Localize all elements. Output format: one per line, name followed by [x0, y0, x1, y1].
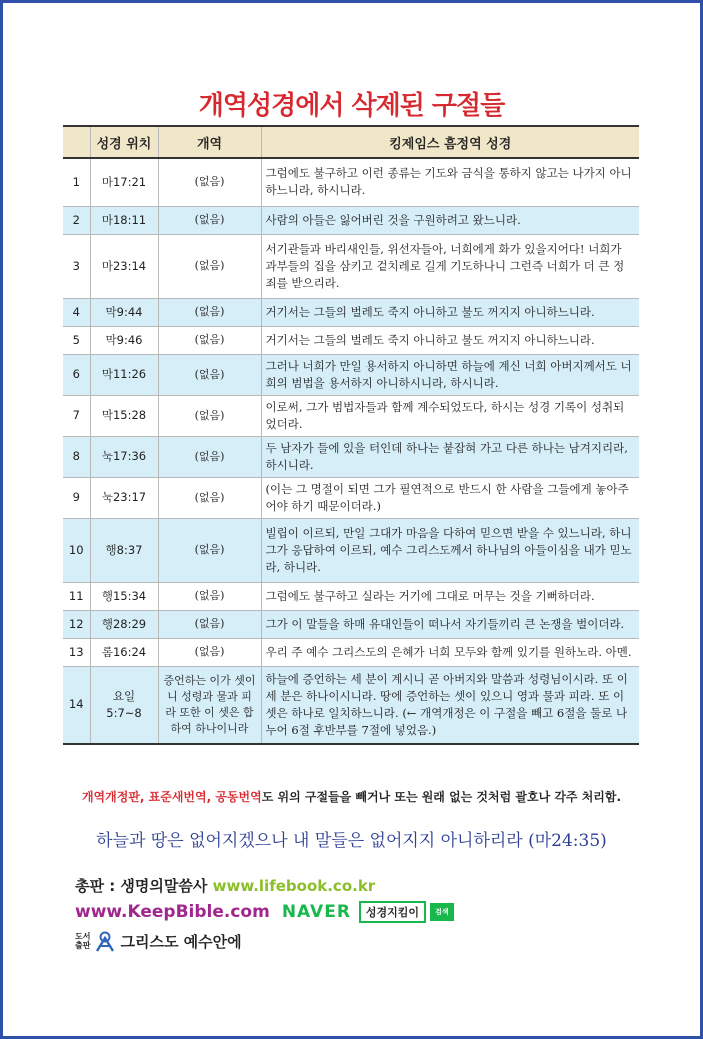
header-ref: 성경 위치 [90, 126, 158, 158]
row-kjv-text: 그가 이 말들을 하매 유대인들이 떠나서 자기들끼리 큰 논쟁을 벌이더라. [261, 610, 639, 638]
row-number: 3 [63, 234, 90, 298]
row-number: 8 [63, 436, 90, 477]
row-reference: 행8:37 [90, 518, 158, 582]
row-reference: 막11:26 [90, 354, 158, 395]
row-kjv-text: 하늘에 증언하는 세 분이 계시니 곧 아버지와 말씀과 성령님이시라. 또 이 세 분은 하나이시니라. 땅에 증언하는 셋이 있으니 영과 물과 피라. 또 이 셋은 하나로 일치하느니라. (← 개역개정은 이 구절을 빼고 6절을 둘로 나누어 6절 후반부를 7절에 넣었음.) [261, 666, 639, 744]
row-number: 13 [63, 638, 90, 666]
row-kjv-text: 두 남자가 들에 있을 터인데 하나는 붙잡혀 가고 다른 하나는 남겨지리라, 하시니라. [261, 436, 639, 477]
footnote-versions: 개역개정판, 표준새번역, 공동번역 [81, 790, 262, 804]
row-kjv-text: 그럼에도 불구하고 실라는 거기에 그대로 머무는 것을 기뻐하더라. [261, 582, 639, 610]
row-kjv-text: 우리 주 예수 그리스도의 은혜가 너희 모두와 함께 있기를 원하노라. 아멘. [261, 638, 639, 666]
row-gaeyeok: (없음) [158, 298, 261, 326]
table-row [63, 638, 639, 666]
table-row [63, 326, 639, 354]
table-row [63, 298, 639, 326]
row-gaeyeok: (없음) [158, 518, 261, 582]
table-row [63, 666, 639, 744]
row-kjv-text: 이로써, 그가 범법자들과 함께 계수되었도다, 하시는 성경 기록이 성취되었더라. [261, 395, 639, 436]
row-number: 6 [63, 354, 90, 395]
row-number: 11 [63, 582, 90, 610]
row-reference: 마17:21 [90, 158, 158, 206]
row-number: 10 [63, 518, 90, 582]
naver-search-button[interactable]: 검색 [430, 903, 454, 921]
table-row [63, 518, 639, 582]
row-number: 9 [63, 477, 90, 518]
row-number: 14 [63, 666, 90, 744]
imprint-label: 도서 출판 [75, 932, 91, 950]
row-reference: 눅23:17 [90, 477, 158, 518]
row-gaeyeok: (없음) [158, 206, 261, 234]
verse-table [63, 125, 639, 745]
footnote-text: 도 위의 구절들을 빼거나 또는 원래 없는 것처럼 괄호나 각주 처리함. [261, 790, 622, 804]
table-row [63, 395, 639, 436]
site-line [75, 901, 454, 923]
row-kjv-text: 빌립이 이르되, 만일 그대가 마음을 다하여 믿으면 받을 수 있느니라, 하니 그가 응답하여 이르되, 예수 그리스도께서 하나님의 아들이심을 내가 믿노라, 하니라. [261, 518, 639, 582]
table-row [63, 158, 639, 206]
table-header-row [63, 126, 639, 158]
row-gaeyeok: (없음) [158, 610, 261, 638]
row-gaeyeok: (없음) [158, 638, 261, 666]
page [3, 3, 700, 1036]
table-row [63, 436, 639, 477]
row-reference: 막9:44 [90, 298, 158, 326]
naver-search-box[interactable]: 성경지킴이 [359, 901, 426, 923]
row-reference: 롬16:24 [90, 638, 158, 666]
row-number: 7 [63, 395, 90, 436]
naver-logo: NAVER [281, 902, 351, 922]
row-reference: 막9:46 [90, 326, 158, 354]
page-title: 개역성경에서 삭제된 구절들 [198, 91, 505, 121]
keepbible-link[interactable]: www.KeepBible.com [75, 902, 270, 922]
row-gaeyeok: (없음) [158, 582, 261, 610]
table-row [63, 234, 639, 298]
row-gaeyeok: 증언하는 이가 셋이니 성령과 물과 피라 또한 이 셋은 합하여 하나이니라 [158, 666, 261, 744]
row-kjv-text: 서기관들과 바리새인들, 위선자들아, 너희에게 화가 있을지어다! 너희가 과부들의 집을 삼키고 겉치레로 길게 기도하나니 그런즉 너희가 더 큰 정죄를 받으리라. [261, 234, 639, 298]
row-number: 12 [63, 610, 90, 638]
row-reference: 막15:28 [90, 395, 158, 436]
closing-verse: 하늘과 땅은 없어지겠으나 내 말들은 없어지지 아니하리라 (마24:35) [96, 831, 607, 851]
row-number: 2 [63, 206, 90, 234]
row-reference: 마23:14 [90, 234, 158, 298]
row-gaeyeok: (없음) [158, 395, 261, 436]
imprint-line [75, 930, 242, 952]
row-kjv-text: 거기서는 그들의 벌레도 죽지 아니하고 불도 꺼지지 아니하느니라. [261, 298, 639, 326]
publisher-line [75, 875, 375, 896]
footnote [3, 788, 700, 805]
table-row [63, 610, 639, 638]
row-reference: 행28:29 [90, 610, 158, 638]
row-kjv-text: (이는 그 명절이 되면 그가 필연적으로 반드시 한 사람을 그들에게 놓아주어야 하기 때문이더라.) [261, 477, 639, 518]
table-row [63, 354, 639, 395]
row-reference: 행15:34 [90, 582, 158, 610]
row-gaeyeok: (없음) [158, 354, 261, 395]
row-gaeyeok: (없음) [158, 436, 261, 477]
publisher-label: 총판 : 생명의말씀사 [75, 877, 208, 895]
lifebook-link[interactable]: www.lifebook.co.kr [212, 877, 376, 895]
row-number: 5 [63, 326, 90, 354]
table-row [63, 477, 639, 518]
header-no [63, 126, 90, 158]
row-reference: 마18:11 [90, 206, 158, 234]
row-gaeyeok: (없음) [158, 158, 261, 206]
publisher-logo-icon [94, 930, 116, 952]
row-reference: 요일 5:7~8 [90, 666, 158, 744]
header-kjv: 킹제임스 흠정역 성경 [261, 126, 639, 158]
row-gaeyeok: (없음) [158, 326, 261, 354]
row-number: 4 [63, 298, 90, 326]
row-kjv-text: 그러나 너희가 만일 용서하지 아니하면 하늘에 계신 너희 아버지께서도 너희의 범법을 용서하지 아니하시니라, 하시니라. [261, 354, 639, 395]
table-row [63, 206, 639, 234]
row-kjv-text: 사람의 아들은 잃어버린 것을 구원하려고 왔느니라. [261, 206, 639, 234]
row-kjv-text: 거기서는 그들의 벌레도 죽지 아니하고 불도 꺼지지 아니하느니라. [261, 326, 639, 354]
row-number: 1 [63, 158, 90, 206]
row-gaeyeok: (없음) [158, 234, 261, 298]
row-kjv-text: 그럼에도 불구하고 이런 종류는 기도와 금식을 통하지 않고는 나가지 아니하느니라, 하시니라. [261, 158, 639, 206]
row-gaeyeok: (없음) [158, 477, 261, 518]
header-gaeyeok: 개역 [158, 126, 261, 158]
row-reference: 눅17:36 [90, 436, 158, 477]
brand-name: 그리스도 예수안에 [120, 932, 242, 951]
table-row [63, 582, 639, 610]
